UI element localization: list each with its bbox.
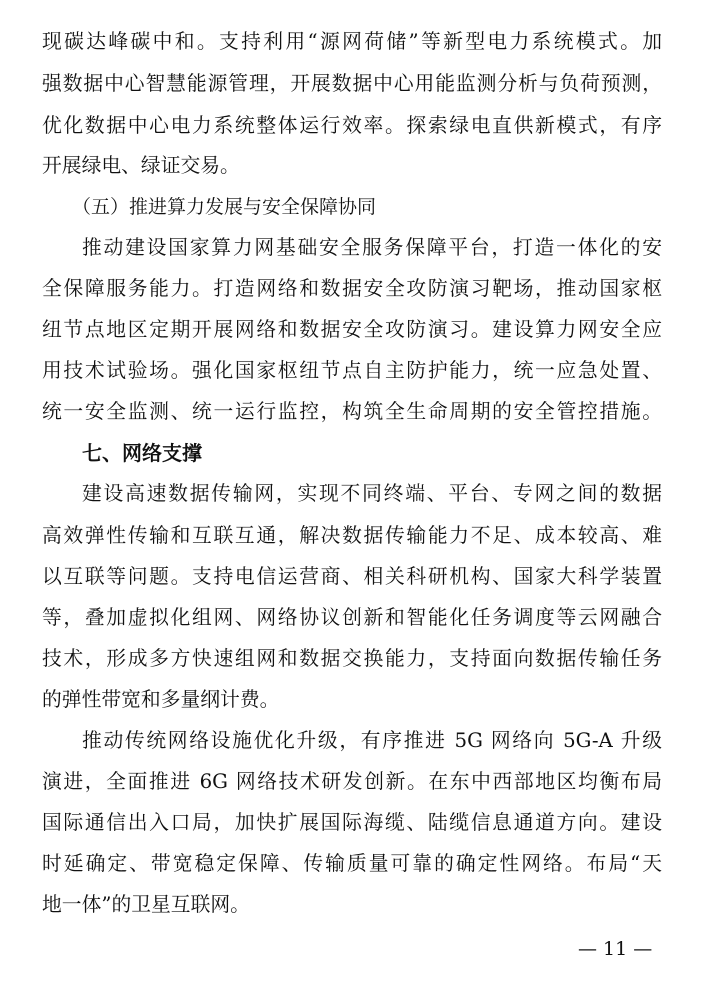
text-line: 强数据中心智慧能源管理，开展数据中心用能监测分析与负荷预测， <box>42 72 662 95</box>
text-line: 的弹性带宽和多量纲计费。 <box>42 688 280 711</box>
section-heading: 七、网络支撑 <box>82 441 202 465</box>
text-line: 现碳达峰碳中和。支持利用“源网荷储”等新型电力系统模式。加 <box>42 30 662 53</box>
text-line: 优化数据中心电力系统整体运行效率。探索绿电直供新模式，有序 <box>42 114 662 137</box>
page-number: — 11 — <box>578 938 653 960</box>
text-line: 技术，形成多方快速组网和数据交换能力，支持面向数据传输任务 <box>42 647 662 670</box>
subsection-heading: （五）推进算力发展与安全保障协同 <box>72 196 377 218</box>
text-line: 以互联等问题。支持电信运营商、相关科研机构、国家大科学装置 <box>42 565 662 588</box>
text-line: 推动建设国家算力网基础安全服务保障平台，打造一体化的安 <box>82 236 662 259</box>
text-line: 建设高速数据传输网，实现不同终端、平台、专网之间的数据 <box>82 482 662 505</box>
text-line: 推动传统网络设施优化升级，有序推进 5G 网络向 5G-A 升级 <box>82 729 662 752</box>
text-line: 地一体”的卫星互联网。 <box>42 893 250 916</box>
text-line: 用技术试验场。强化国家枢纽节点自主防护能力，统一应急处置、 <box>42 359 662 382</box>
text-line: 全保障服务能力。打造网络和数据安全攻防演习靶场，推动国家枢 <box>42 277 662 300</box>
text-line: 等，叠加虚拟化组网、网络协议创新和智能化任务调度等云网融合 <box>42 606 662 629</box>
text-line: 开展绿电、绿证交易。 <box>42 154 240 177</box>
text-line: 纽节点地区定期开展网络和数据安全攻防演习。建设算力网安全应 <box>42 318 662 341</box>
text-line: 国际通信出入口局，加快扩展国际海缆、陆缆信息通道方向。建设 <box>42 811 662 834</box>
text-line: 演进，全面推进 6G 网络技术研发创新。在东中西部地区均衡布局 <box>42 770 662 793</box>
text-line: 高效弹性传输和互联互通，解决数据传输能力不足、成本较高、难 <box>42 524 662 547</box>
text-line: 时延确定、带宽稳定保障、传输质量可靠的确定性网络。布局“天 <box>42 852 662 875</box>
text-line: 统一安全监测、统一运行监控，构筑全生命周期的安全管控措施。 <box>42 400 662 423</box>
